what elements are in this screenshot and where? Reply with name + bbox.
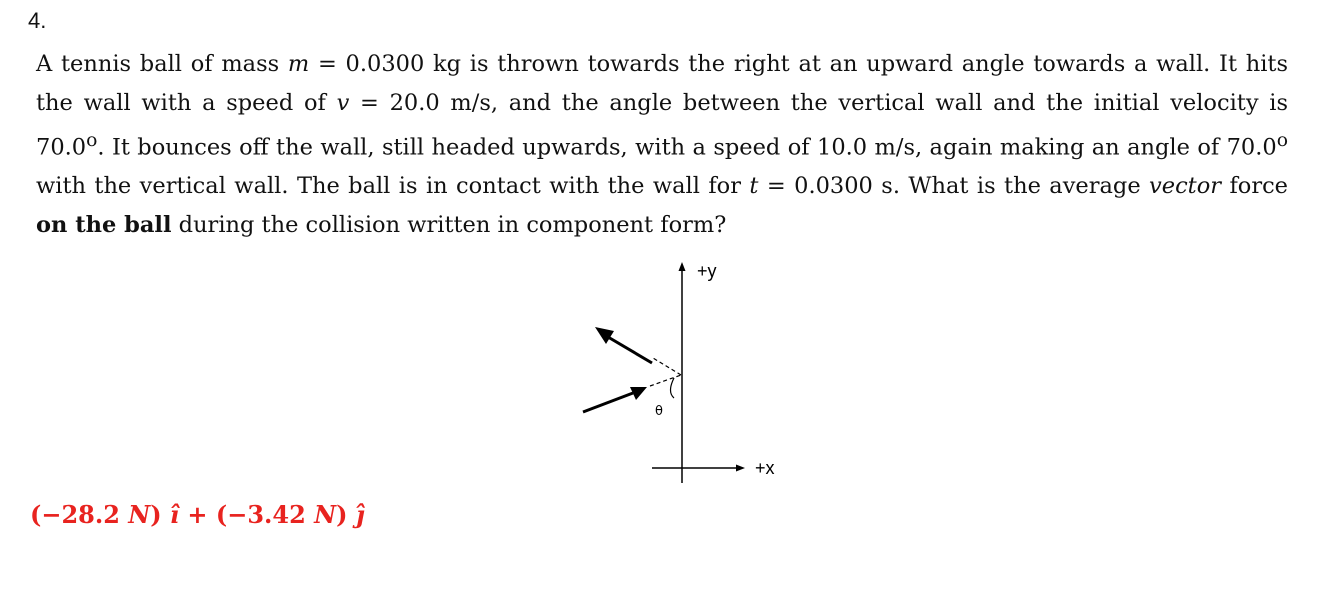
incoming-dashed-extension xyxy=(650,375,681,386)
problem-text-2: = 0.0300 kg is thrown towards the right at an upward angle towards a wall. It hits the wall with a speed of xyxy=(36,51,1288,116)
emphasis-on-the-ball: on the ball xyxy=(36,211,172,238)
time-symbol: t xyxy=(749,173,759,199)
problem-text-5: with the vertical wall. The ball is in contact with the wall for xyxy=(36,173,750,199)
outgoing-dashed-extension xyxy=(653,358,681,375)
y-axis-label: +y xyxy=(697,261,717,281)
x-axis-label: +x xyxy=(755,458,775,478)
problem-text-8: during the collision written in component form? xyxy=(171,211,727,238)
answer-vector xyxy=(30,500,365,529)
outgoing-arrowhead xyxy=(595,327,614,344)
question-number: 4. xyxy=(28,8,47,33)
answer-x-close: ) xyxy=(150,500,170,529)
collision-diagram xyxy=(570,255,810,495)
i-hat: î xyxy=(169,500,180,529)
y-axis-arrowhead xyxy=(679,262,686,271)
degree-mark-2: o xyxy=(1276,130,1288,151)
problem-text-1: A tennis ball of mass xyxy=(36,51,288,77)
problem-statement xyxy=(36,45,1288,244)
answer-x-unit: N xyxy=(128,500,151,529)
problem-text-3: = 20.0 m/s, and the angle between the vertical wall and the initial velocity is 70.0 xyxy=(36,89,1289,161)
problem-text-6: = 0.0300 s. What is the average xyxy=(758,173,1150,199)
answer-y-unit: N xyxy=(314,500,337,529)
angle-arc xyxy=(671,378,675,398)
mass-symbol: m xyxy=(287,51,310,77)
problem-text-4: . It bounces off the wall, still headed upwards, with a speed of 10.0 m/s, again making an angle of 70.0 xyxy=(97,134,1277,161)
degree-mark-1: o xyxy=(86,130,98,151)
answer-x-open: (−28.2 xyxy=(30,500,129,529)
x-axis-arrowhead xyxy=(736,465,745,472)
theta-label: θ xyxy=(655,404,663,419)
outgoing-velocity-arrow xyxy=(608,337,652,363)
answer-y-close: ) xyxy=(336,500,356,529)
incoming-velocity-arrow xyxy=(583,393,633,412)
vector-word: vector xyxy=(1149,173,1222,199)
answer-plus: + xyxy=(179,500,216,529)
j-hat: ĵ xyxy=(355,500,365,529)
speed-symbol: v xyxy=(336,89,350,116)
problem-text-7: force xyxy=(1221,173,1288,199)
answer-y-open: (−3.42 xyxy=(215,500,315,529)
